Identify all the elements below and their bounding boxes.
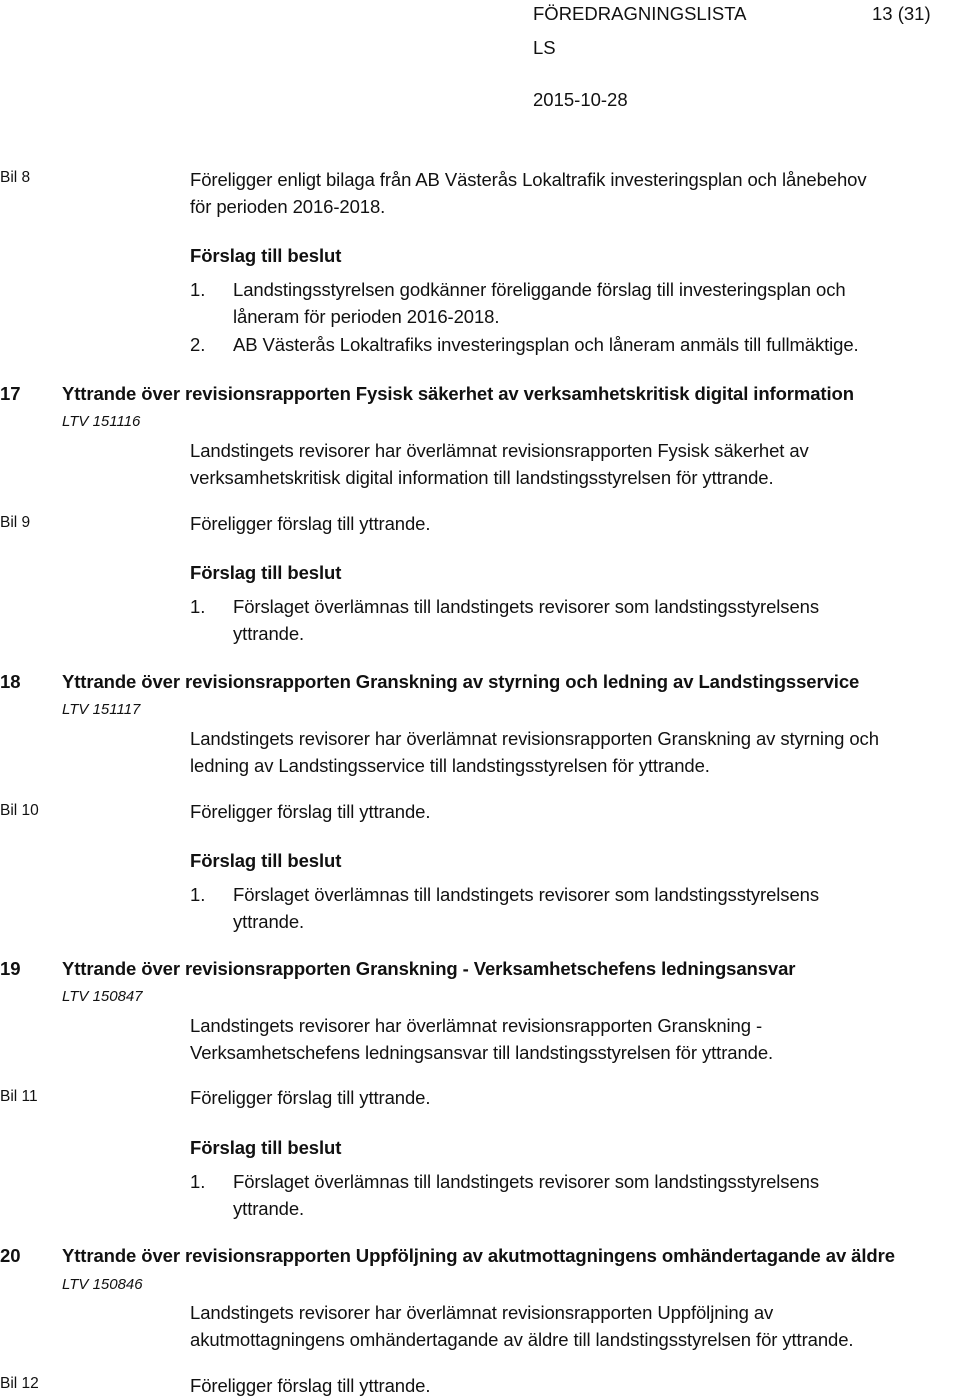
decision-text: Förslaget överlämnas till landstingets revisorer som landstingsstyrelsens	[233, 1171, 819, 1192]
item-title: Yttrande över revisionsrapporten Granskning - Verksamhetschefens ledningsansvar	[62, 958, 796, 979]
unit-label: LS	[533, 37, 556, 58]
item-number: 18	[0, 671, 21, 692]
case-reference: LTV 150847	[62, 988, 143, 1005]
paragraph-line: akutmottagningens omhändertagande av äldre till landstingsstyrelsen för yttrande.	[190, 1329, 854, 1350]
case-reference: LTV 151116	[62, 413, 141, 430]
paragraph-line: för perioden 2016-2018.	[190, 196, 386, 217]
item-title: Yttrande över revisionsrapporten Granskning av styrning och ledning av Landstingsservice	[62, 671, 860, 692]
item-title: Yttrande över revisionsrapporten Uppföljning av akutmottagningens omhändertagande av äldre	[62, 1245, 895, 1266]
case-reference: LTV 151117	[62, 701, 141, 718]
paragraph-line: verksamhetskritisk digital information till landstingsstyrelsen för yttrande.	[190, 467, 774, 488]
proposal-text: Föreligger förslag till yttrande.	[190, 1375, 431, 1396]
proposal-heading: Förslag till beslut	[190, 562, 342, 583]
paragraph-line: Landstingets revisorer har överlämnat revisionsrapporten Uppföljning av	[190, 1302, 774, 1323]
attachment-ref: Bil 10	[0, 802, 39, 819]
proposal-text: Föreligger förslag till yttrande.	[190, 801, 431, 822]
paragraph-line: Föreligger enligt bilaga från AB Västerås Lokaltrafik investeringsplan och lånebehov	[190, 169, 867, 190]
decision-number: 1.	[190, 884, 206, 905]
item-number: 20	[0, 1245, 21, 1266]
item-number: 19	[0, 958, 21, 979]
attachment-ref: Bil 8	[0, 169, 31, 186]
item-title: Yttrande över revisionsrapporten Fysisk säkerhet av verksamhetskritisk digital information	[62, 383, 854, 404]
decision-number: 2.	[190, 334, 206, 355]
attachment-ref: Bil 9	[0, 514, 31, 531]
case-reference: LTV 150846	[62, 1276, 143, 1293]
decision-number: 1.	[190, 1171, 206, 1192]
attachment-ref: Bil 12	[0, 1375, 39, 1392]
decision-text: yttrande.	[233, 1198, 305, 1219]
proposal-text: Föreligger förslag till yttrande.	[190, 1087, 431, 1108]
paragraph-line: Verksamhetschefens ledningsansvar till landstingsstyrelsen för yttrande.	[190, 1042, 774, 1063]
decision-number: 1.	[190, 279, 206, 300]
paragraph-line: ledning av Landstingsservice till landstingsstyrelsen för yttrande.	[190, 755, 710, 776]
paragraph-line: Landstingets revisorer har överlämnat revisionsrapporten Granskning av styrning och	[190, 728, 879, 749]
document-date: 2015-10-28	[533, 89, 628, 110]
page-number: 13 (31)	[872, 3, 931, 24]
decision-text: Landstingsstyrelsen godkänner föreliggande förslag till investeringsplan och	[233, 279, 846, 300]
proposal-heading: Förslag till beslut	[190, 245, 342, 266]
decision-text: Förslaget överlämnas till landstingets revisorer som landstingsstyrelsens	[233, 884, 819, 905]
paragraph-line: Landstingets revisorer har överlämnat revisionsrapporten Granskning -	[190, 1015, 763, 1036]
decision-text: Förslaget överlämnas till landstingets revisorer som landstingsstyrelsens	[233, 596, 819, 617]
proposal-heading: Förslag till beslut	[190, 850, 342, 871]
document-title: FÖREDRAGNINGSLISTA	[533, 3, 747, 24]
decision-text: AB Västerås Lokaltrafiks investeringsplan och låneram anmäls till fullmäktige.	[233, 334, 859, 355]
decision-text: yttrande.	[233, 911, 305, 932]
item-number: 17	[0, 383, 21, 404]
decision-number: 1.	[190, 596, 206, 617]
paragraph-line: Landstingets revisorer har överlämnat revisionsrapporten Fysisk säkerhet av	[190, 440, 809, 461]
proposal-heading: Förslag till beslut	[190, 1137, 342, 1158]
proposal-text: Föreligger förslag till yttrande.	[190, 513, 431, 534]
decision-text: låneram för perioden 2016-2018.	[233, 306, 500, 327]
decision-text: yttrande.	[233, 623, 305, 644]
attachment-ref: Bil 11	[0, 1088, 38, 1105]
